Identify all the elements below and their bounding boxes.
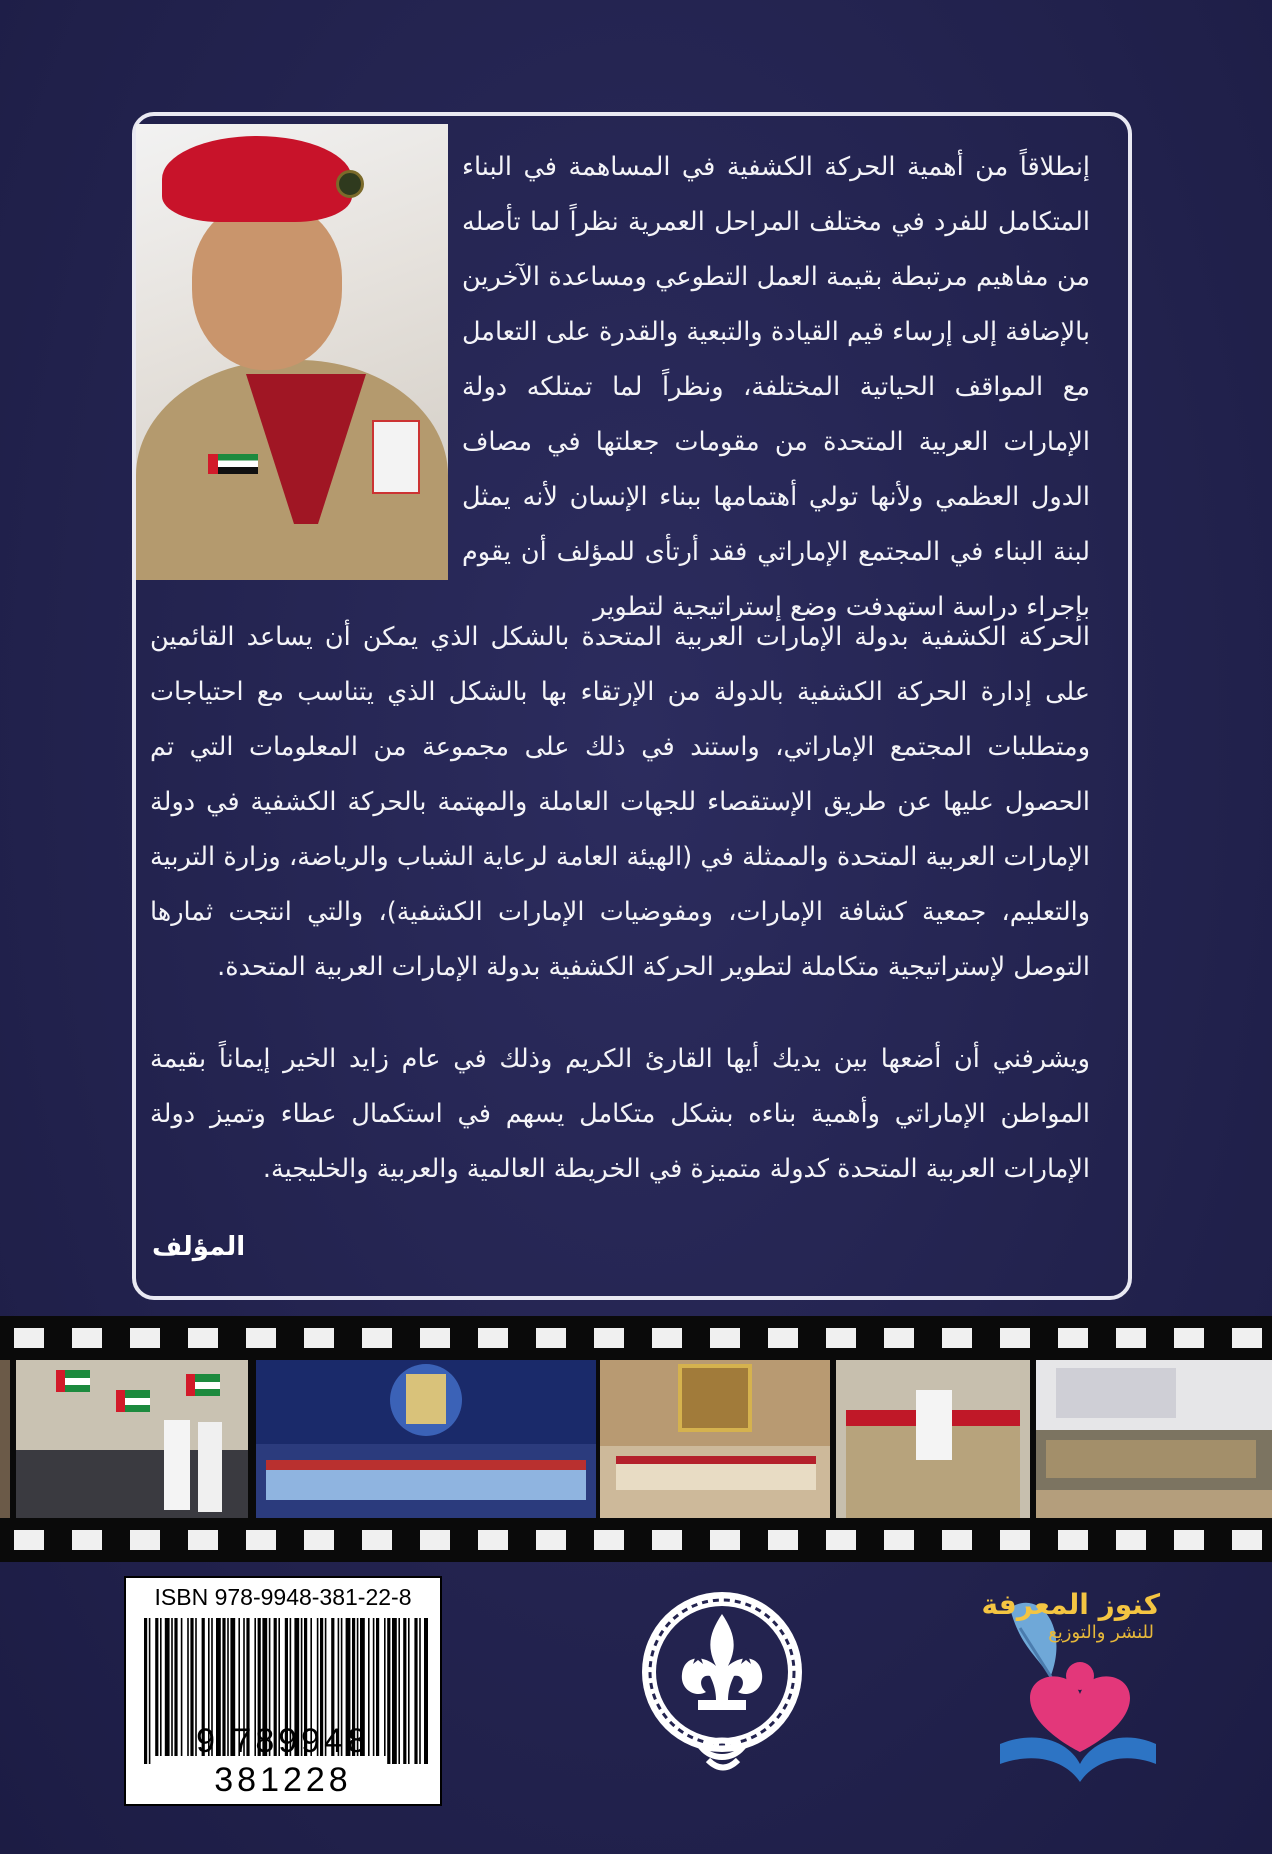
publisher-name: كنوز المعرفة — [981, 1588, 1160, 1621]
name-tag — [372, 420, 420, 494]
film-sprocket-holes-bottom — [0, 1530, 1272, 1550]
film-frame-scouts-closeup — [836, 1360, 1030, 1518]
author-photo — [136, 124, 448, 580]
author-signature: المؤلف — [152, 1232, 246, 1262]
red-beret-shape — [162, 136, 352, 222]
photo-filmstrip — [0, 1316, 1272, 1562]
isbn-barcode-box — [124, 1576, 442, 1806]
uae-flag-patch-icon — [208, 454, 258, 474]
intro-paragraph: إنطلاقاً من أهمية الحركة الكشفية في المساهمة في البناء المتكامل للفرد في مختلف المراحل العمرية نظراً لما تأصله من مفاهيم مرتبطة بقيمة العمل التطوعي ومساعدة الآخرين بالإضافة إلى إرساء قيم القيادة والتبعية والقدرة على التعامل مع المواقف الحياتية المختلفة، ونظراً لما تمتلكه دولة الإمارات العربية المتحدة من مقومات جعلتها في مصاف الدول العظمي ولأنها تولي أهتمامها ببناء الإنسان لأنه يمثل لبنة البناء في المجتمع الإماراتي فقد أرتأى للمؤلف أن يقوم بإجراء دراسة استهدفت وضع إستراتيجية لتطوير — [462, 152, 1091, 622]
film-frame-flag-crowd — [16, 1360, 248, 1518]
film-frame-outdoor-group — [1036, 1360, 1272, 1518]
scout-fleur-de-lis-logo — [638, 1588, 806, 1778]
film-frame-portrait-group — [600, 1360, 830, 1518]
film-frame-partial — [0, 1360, 10, 1518]
closing-paragraph: ويشرفني أن أضعها بين يديك أيها القارئ الكريم وذلك في عام زايد الخير إيماناً بقيمة المواطن الإماراتي وأهمية بناءه بشكل متكامل يسهم في استكمال عطاء وتميز دولة الإمارات العربية المتحدة كدولة متميزة في الخريطة العالمية والعربية والخليجية. — [150, 1044, 1090, 1184]
beret-badge-icon — [336, 170, 364, 198]
publisher-subtitle: للنشر والتوزيع — [1048, 1622, 1154, 1643]
film-frame-stage-group — [256, 1360, 596, 1518]
face-shape — [192, 202, 342, 370]
film-sprocket-holes-top — [0, 1328, 1272, 1348]
body-paragraph: الحركة الكشفية بدولة الإمارات العربية المتحدة بالشكل الذي يمكن أن يساعد القائمين على إدارة الحركة الكشفية بالدولة من الإرتقاء بها بالشكل الذي يتناسب مع احتياجات ومتطلبات المجتمع الإماراتي، واستند في ذلك على مجموعة من المعلومات التي تم الحصول عليها عن طريق الإستقصاء للجهات العاملة والمهتمة بالحركة الكشفية في دولة الإمارات العربية المتحدة والممثلة في (الهيئة العامة لرعاية الشباب والرياضة، وزارة التربية والتعليم، جمعية كشافة الإمارات، ومفوضيات الإمارات الكشفية)، والتي انتجت ثمارها التوصل لإستراتيجية متكاملة لتطوير الحركة الكشفية بدولة الإمارات العربية المتحدة. — [150, 622, 1091, 982]
publisher-logo — [980, 1568, 1160, 1788]
isbn-digits: 9 789948 381228 — [196, 1722, 370, 1799]
isbn-label: ISBN 978-9948-381-22-8 — [154, 1584, 412, 1610]
